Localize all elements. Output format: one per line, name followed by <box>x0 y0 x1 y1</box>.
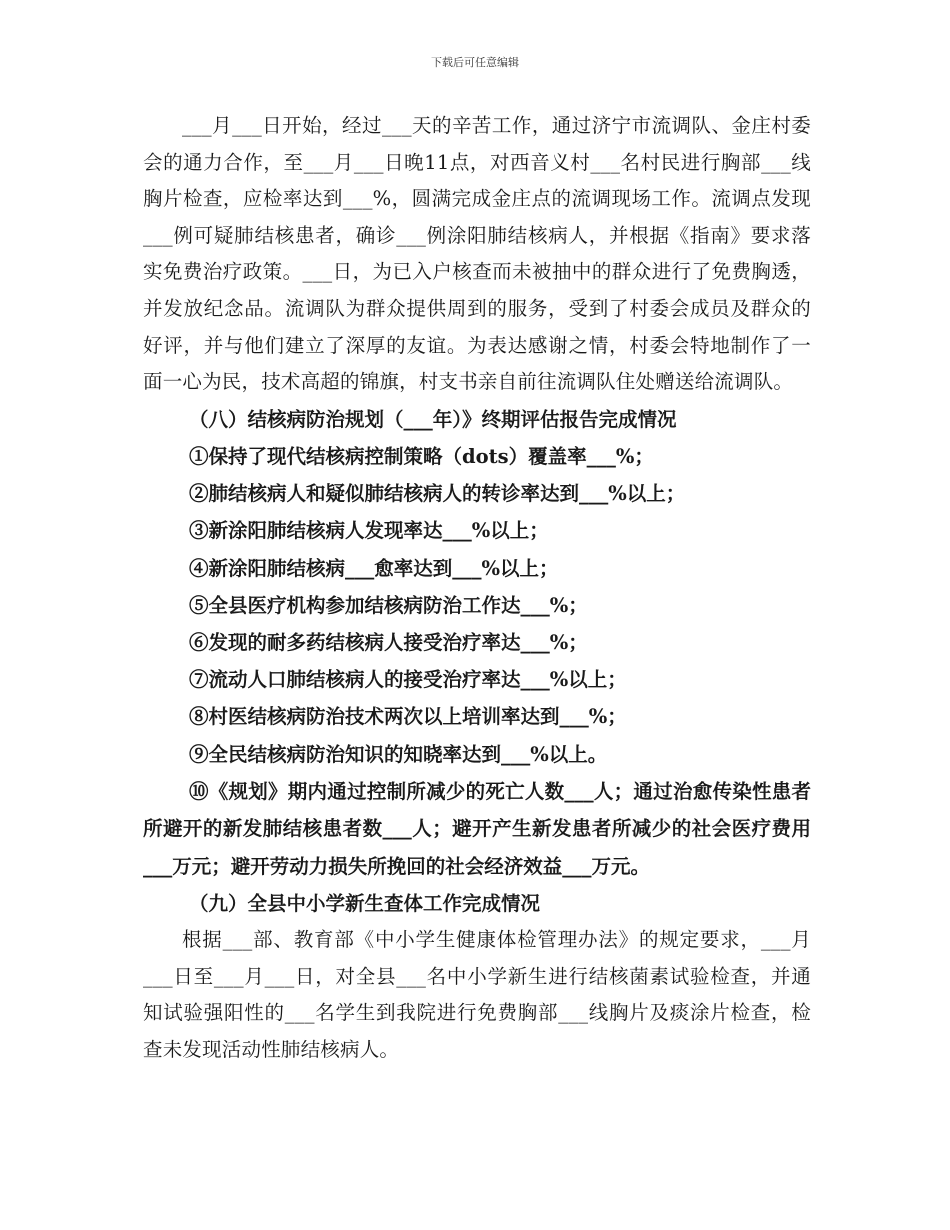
document-body <box>143 108 811 1069</box>
checkup-paragraph: 根据___部、教育部《中小学生健康体检管理办法》的规定要求，___月___日至___月___日，对全县___名中小学新生进行结核菌素试验检查，并通知试验强阳性的___名学生到我院进行免费胸部___线胸片及痰涂片检查，检查未发现活动性肺结核病人。 <box>143 928 811 1061</box>
survey-paragraph: ___月___日开始，经过___天的辛苦工作，通过济宁市流调队、金庄村委会的通力合作，至___月___日晚11点，对西音义村___名村民进行胸部___线胸片检查，应检率达到___%，圆满完成金庄点的流调现场工作。流调点发现___例可疑肺结核患者，确诊___例涂阳肺结核病人，并根据《指南》要求落实免费治疗政策。___日，为已入户核查而未被抽中的群众进行了免费胸透，并发放纪念品。流调队为群众提供周到的服务，受到了村委会成员及群众的好评，并与他们建立了深厚的友谊。为表达感谢之情，村委会特地制作了一面一心为民，技术高超的锦旗，村支书亲自前往流调队住处赠送给流调队。 <box>143 114 811 394</box>
list-item: ⑧村医结核病防治技术两次以上培训率达到___%； <box>189 705 627 729</box>
section-heading-9: （九）全县中小学新生查体工作完成情况 <box>189 892 541 915</box>
page-header: 下载后可任意编辑 <box>431 56 519 69</box>
list-item: ⑨全民结核病防治知识的知晓率达到___%以上。 <box>189 742 608 766</box>
list-item: ⑤全县医疗机构参加结核病防治工作达___%； <box>189 593 588 617</box>
list-item-10: ⑩《规划》期内通过控制所减少的死亡人数___人；通过治愈传染性患者所避开的新发肺结核患者数___人；避开产生新发患者所减少的社会医疗费用___万元；避开劳动力损失所挽回的社会经济效益___万元。 <box>143 779 811 878</box>
list-item: ⑦流动人口肺结核病人的接受治疗率达___%以上； <box>189 668 627 692</box>
list-item: ③新涂阳肺结核病人发现率达___%以上； <box>189 519 549 543</box>
list-item: ④新涂阳肺结核病___愈率达到___%以上； <box>189 556 559 580</box>
list-item: ①保持了现代结核病控制策略（dots）覆盖率___%； <box>189 444 654 468</box>
list-item: ②肺结核病人和疑似肺结核病人的转诊率达到___%以上； <box>189 482 686 506</box>
section-heading-8: （八）结核病防治规划（___年）》终期评估报告完成情况 <box>189 407 677 431</box>
list-item: ⑥发现的耐多药结核病人接受治疗率达___%； <box>189 630 588 654</box>
